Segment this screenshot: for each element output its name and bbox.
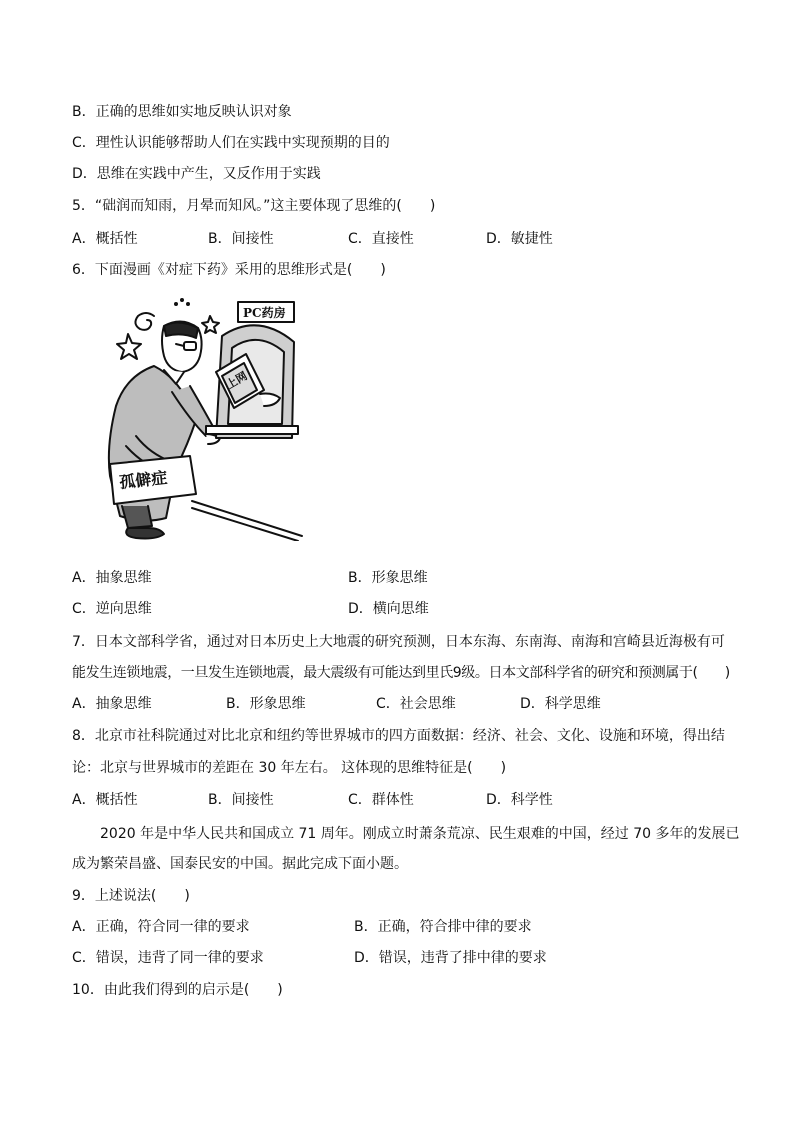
q8-option-c: C．群体性 — [348, 792, 414, 808]
q8-option-a: A．概括性 — [72, 792, 138, 808]
q8-stem-line1: 8．北京市社科院通过对比北京和纽约等世界城市的四方面数据：经济、社会、文化、设施和环境，得出结 — [72, 728, 725, 744]
q6-option-d: D．横向思维 — [348, 601, 429, 617]
q6-option-a: A．抽象思维 — [72, 570, 152, 586]
option-d: D．思维在实践中产生，又反作用于实践 — [72, 166, 321, 182]
q7-stem-line1: 7．日本文部科学省，通过对日本历史上大地震的研究预测，日本东海、东南海、南海和宫崎县近海极有可 — [72, 634, 725, 650]
q9-option-d: D．错误，违背了排中律的要求 — [354, 950, 547, 966]
q6-option-c: C．逆向思维 — [72, 601, 152, 617]
q5-option-c: C．直接性 — [348, 231, 414, 247]
q7-option-d: D．科学思维 — [520, 696, 601, 712]
q8-stem-line2: 论：北京与世界城市的差距在 30 年左右。 这体现的思维特征是( ) — [72, 760, 507, 776]
q8-option-d: D．科学性 — [486, 792, 553, 808]
q7-option-c: C．社会思维 — [376, 696, 456, 712]
option-c: C．理性认识能够帮助人们在实践中实现预期的目的 — [72, 135, 390, 151]
q6-stem: 6．下面漫画《对症下药》采用的思维形式是( ) — [72, 262, 386, 278]
q7-option-b: B．形象思维 — [226, 696, 306, 712]
q6-option-b: B．形象思维 — [348, 570, 428, 586]
option-b: B．正确的思维如实地反映认识对象 — [72, 104, 292, 120]
q9-option-a: A．正确，符合同一律的要求 — [72, 919, 250, 935]
passage-line1: 2020 年是中华人民共和国成立 71 周年。刚成立时萧条荒凉、民生艰难的中国，经过 70 多年的发展已 — [100, 826, 740, 842]
q5-stem: 5．“础润而知雨，月晕而知风。”这主要体现了思维的( ) — [72, 198, 436, 214]
q10-stem: 10．由此我们得到的启示是( ) — [72, 982, 283, 998]
q5-option-b: B．间接性 — [208, 231, 274, 247]
screen-label: 上网 — [224, 369, 250, 392]
q5-option-d: D．敏捷性 — [486, 231, 553, 247]
paper-label: 孤僻症 — [118, 468, 169, 492]
q9-stem: 9．上述说法( ) — [72, 888, 190, 904]
q7-stem-line2: 能发生连锁地震，一旦发生连锁地震，最大震级有可能达到里氏9级。日本文部科学省的研究和预测属于( ) — [72, 665, 730, 681]
passage-line2: 成为繁荣昌盛、国泰民安的中国。据此完成下面小题。 — [72, 856, 408, 872]
sign-label: PC药房 — [243, 306, 286, 320]
q5-option-a: A．概括性 — [72, 231, 138, 247]
q9-option-b: B．正确，符合排中律的要求 — [354, 919, 532, 935]
cartoon-image — [72, 296, 312, 541]
q8-option-b: B．间接性 — [208, 792, 274, 808]
q9-option-c: C．错误，违背了同一律的要求 — [72, 950, 264, 966]
q7-option-a: A．抽象思维 — [72, 696, 152, 712]
